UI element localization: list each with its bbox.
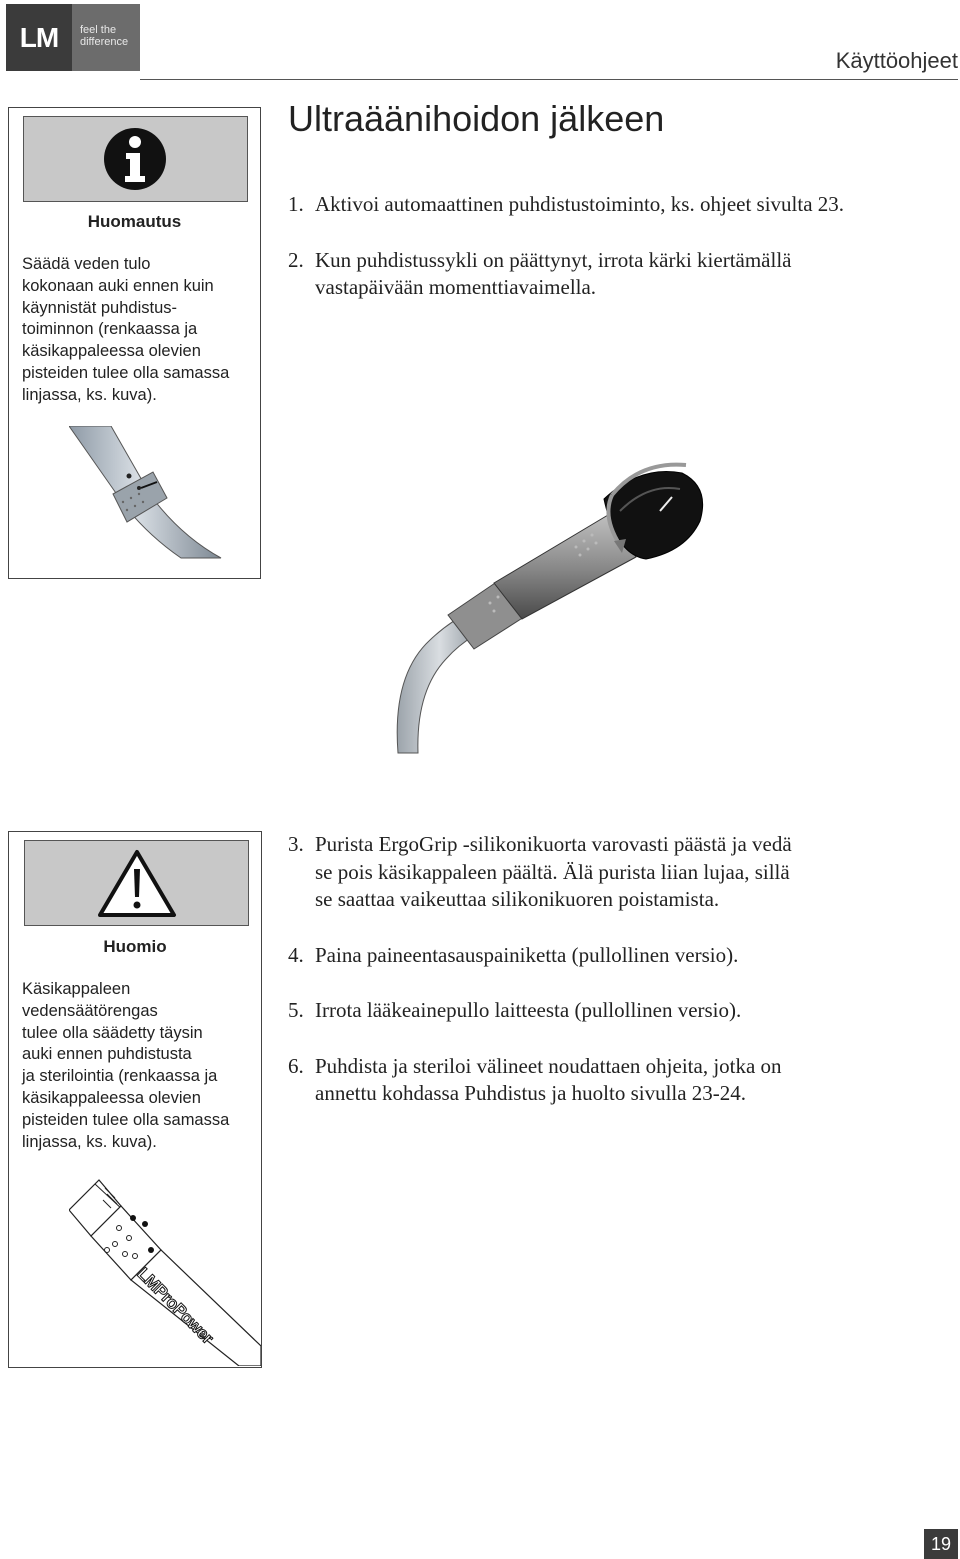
header-title: Käyttöohjeet <box>835 48 958 73</box>
handpiece-ring-illustration <box>69 426 229 566</box>
warning-heading: Huomio <box>103 937 167 956</box>
warning-banner <box>24 840 249 926</box>
step-number: 2. <box>288 247 304 272</box>
step-number: 4. <box>288 942 304 967</box>
logo-tagline: feel the difference <box>72 4 140 71</box>
logo-mark: LM <box>6 4 72 71</box>
steps-top-list <box>288 191 938 302</box>
step-number: 5. <box>288 998 304 1022</box>
page-title: Ultraäänihoidon jälkeen <box>288 98 665 139</box>
step-item: 6. Puhdista ja steriloi välineet noudattaen ohjeita, jotka on annettu kohdassa Puhdistus ja huolto sivulla 23-24. <box>288 1053 782 1105</box>
steps-bottom-list <box>288 831 938 1108</box>
info-icon <box>103 127 167 191</box>
brand-logo <box>6 4 140 71</box>
handpiece-wrench-illustration <box>390 455 720 755</box>
note-banner <box>23 116 248 202</box>
step-item: 1. Aktivoi automaattinen puhdistustoiminto, ks. ohjeet sivulta 23. <box>288 191 938 219</box>
step-number: 6. <box>288 1053 304 1078</box>
step-number: 1. <box>288 192 304 216</box>
handpiece-line-illustration <box>69 1170 261 1366</box>
warning-icon <box>97 849 177 917</box>
step-number: 3. <box>288 832 304 856</box>
step-item: 5. Irrota lääkeainepullo laitteesta (pullollinen versio). <box>288 997 938 1025</box>
handpiece-brand-label: LMProPower <box>133 1264 217 1348</box>
note-box <box>8 107 261 579</box>
page-number: 19 <box>924 1529 958 1559</box>
step-item: 4. Paina paineentasauspainiketta (pullollinen versio). <box>288 942 938 970</box>
header-divider <box>140 79 958 80</box>
step-item: 2. Kun puhdistussykli on päättynyt, irrota kärki kiertämällä vastapäivään momenttiavaimella. <box>288 247 792 299</box>
step-item: 3. Purista ErgoGrip -silikonikuorta varovasti päästä ja vedä se pois käsikappaleen päältä. Älä purista liian lujaa, sillä se saattaa vaikeuttaa silikonikuoren poistamista. <box>288 832 792 911</box>
note-body: Säädä veden tulo kokonaan auki ennen kuin käynnistät puhdistus- toiminnon (renkaassa ja käsikappaleessa olevien pisteiden tulee olla samassa linjassa, ks. kuva). <box>22 255 230 404</box>
note-heading: Huomautus <box>87 212 182 231</box>
warning-body: Käsikappaleen vedensäätörengas tulee olla säädetty täysin auki ennen puhdistusta ja sterilointia (renkaassa ja käsikappaleessa olevien pisteiden tulee olla samassa linjassa, ks. kuva). <box>22 980 230 1151</box>
warning-box <box>8 831 262 1368</box>
handpiece-outline <box>69 1170 261 1366</box>
